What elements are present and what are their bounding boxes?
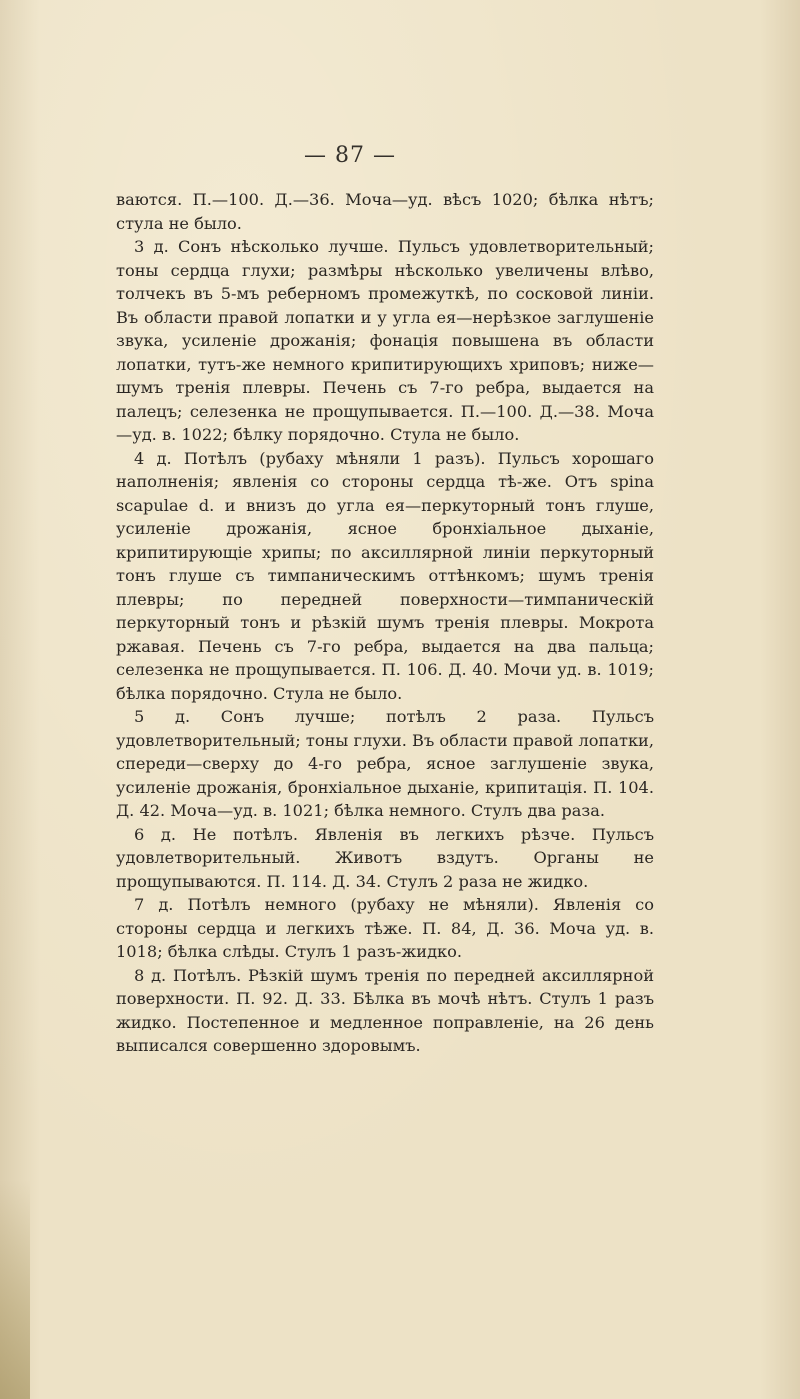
body-text bbox=[116, 188, 654, 1058]
paragraph-day-6: 6 д. Не потѣлъ. Явленія въ легкихъ рѣзче. Пульсъ удовлетворительный. Животъ вздутъ. Органы не прощупываются. П. 114. Д. 34. Стулъ 2 раза не жидко. bbox=[116, 824, 654, 891]
paragraph-day-7: 7 д. Потѣлъ немного (рубаху не мѣняли). Явленія со стороны сердца и легкихъ тѣже. П. 84, Д. 36. Моча уд. в. 1018; бѣлка слѣды. Стулъ 1 разъ-жидко. bbox=[116, 895, 654, 961]
paragraph-day-5: 5 д. Сонъ лучше; потѣлъ 2 раза. Пульсъ удовлетворительный; тоны глухи. Въ области правой лопатки, спереди—сверху до 4-го ребра, ясное заглушеніе звука, усиленіе дрожанія, бронхіальное дыханіе, крипитація. П. 104. Д. 42. Моча—уд. в. 1021; бѣлка немного. Стулъ два раза. bbox=[116, 707, 654, 820]
page-number: — 87 — bbox=[304, 143, 396, 168]
paragraph-day-4: 4 д. Потѣлъ (рубаху мѣняли 1 разъ). Пульсъ хорошаго наполненія; явленія со стороны сердца тѣ-же. Отъ spina scapulae d. и внизъ до угла ея—перкуторный тонъ глуше, усиленіе дрожанія, ясное бронхіальное дыханіе, крипитирующіе хрипы; по аксиллярной линіи перкуторный тонъ глуше съ тимпаническимъ оттѣнкомъ; шумъ тренія плевры; по передней поверхности—тимпаническій перкуторный тонъ и рѣзкій шумъ тренія плевры. Мокрота ржавая. Печень съ 7-го ребра, выдается на два пальца; селезенка не прощупывается. П. 106. Д. 40. Мочи уд. в. 1019; бѣлка порядочно. Стула не было. bbox=[116, 448, 654, 703]
paragraph-day-3: 3 д. Сонъ нѣсколько лучше. Пульсъ удовлетворительный; тоны сердца глухи; размѣры нѣсколько увеличены влѣво, толчекъ въ 5-мъ реберномъ промежуткѣ, по сосковой линіи. Въ области правой лопатки и у угла ея—нерѣзкое заглушеніе звука, усиленіе дрожанія; фонація повышена въ области лопатки, тутъ-же немного крипитирующихъ хриповъ; ниже—шумъ тренія плевры. Печень съ 7-го ребра, выдается на палецъ; селезенка не прощупывается. П.—100. Д.—38. Моча—уд. в. 1022; бѣлку порядочно. Стула не было. bbox=[116, 237, 654, 444]
paragraph-day-8: 8 д. Потѣлъ. Рѣзкій шумъ тренія по передней аксиллярной поверхности. П. 92. Д. 33. Бѣлка въ мочѣ нѣтъ. Стулъ 1 разъ жидко. Постепенное и медленное поправленіе, на 26 день выписался совершенно здоровымъ. bbox=[116, 965, 654, 1055]
paragraph-continuation: ваются. П.—100. Д.—36. Моча—уд. вѣсъ 1020; бѣлка нѣтъ; стула не было. bbox=[116, 190, 654, 233]
page-edge-stain bbox=[0, 1180, 30, 1399]
